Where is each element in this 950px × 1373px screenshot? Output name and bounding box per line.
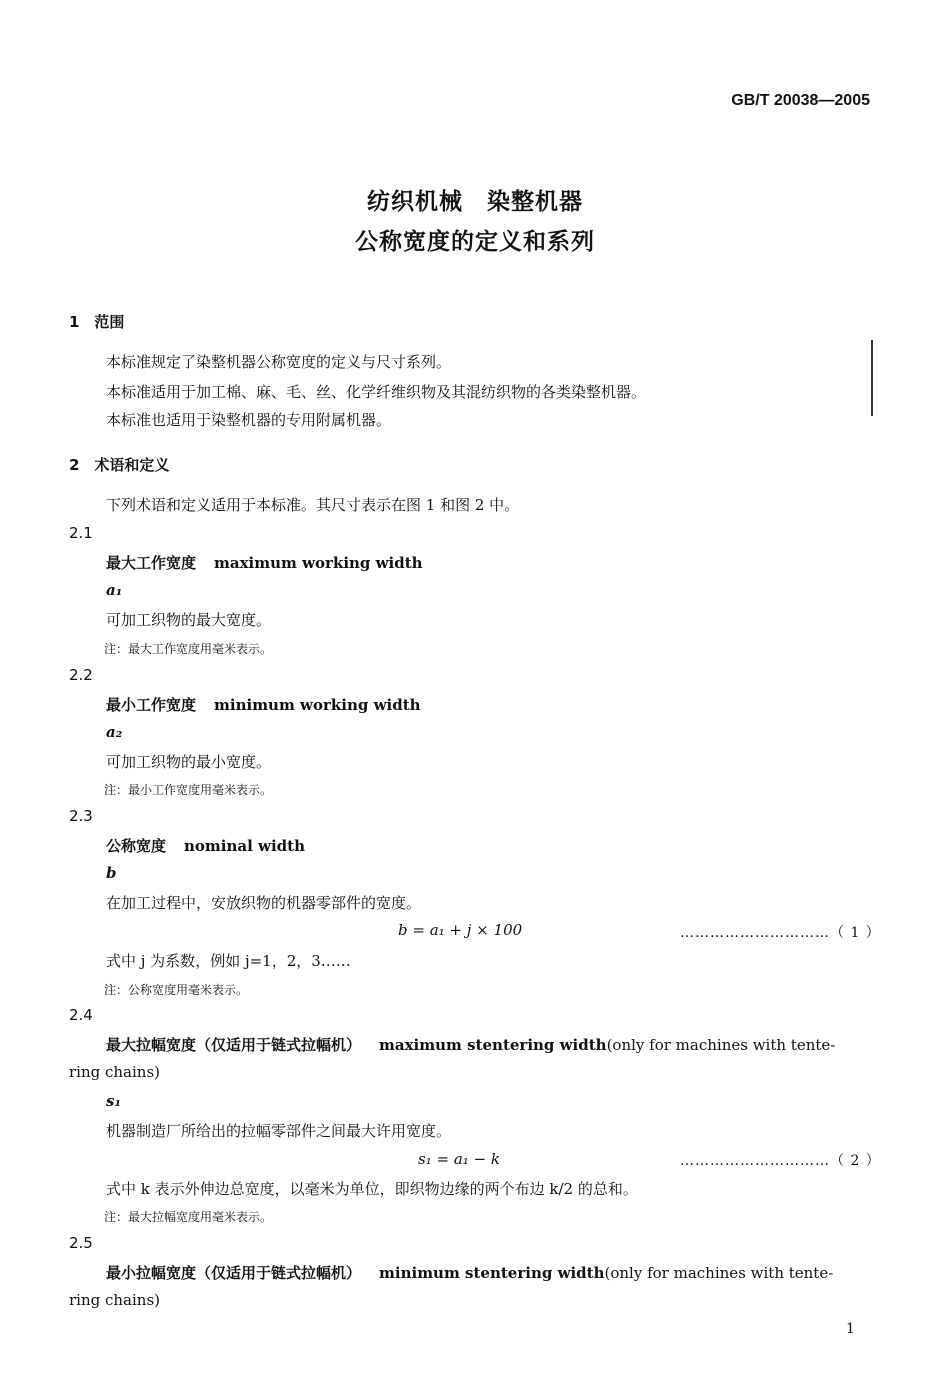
- document-title-line2: 公称宽度的定义和系列: [355, 229, 595, 255]
- section-1-para: 本标准适用于加工棉、麻、毛、丝、化学纤维织物及其混纺织物的各类染整机器。: [106, 383, 647, 401]
- formula-1: b = a₁ + j × 100: [398, 921, 523, 939]
- page-number: 1: [846, 1321, 855, 1337]
- section-1-para: 本标准也适用于染整机器的专用附属机器。: [106, 411, 392, 429]
- term-en: maximum stentering width: [379, 1036, 607, 1054]
- formula-2: s₁ = a₁ − k: [418, 1150, 500, 1168]
- clause-number: 2.3: [69, 807, 93, 825]
- document-title-line1: 纺织机械 染整机器: [367, 189, 583, 215]
- standard-number: GB/T 20038—2005: [731, 92, 870, 109]
- term-cn: 最大拉幅宽度（仅适用于链式拉幅机）: [106, 1036, 362, 1054]
- term-en-qualifier: (only for machines with tente-: [606, 1036, 836, 1054]
- change-bar: [871, 340, 873, 416]
- term-heading-continuation: ring chains): [69, 1063, 161, 1081]
- clause-number: 2.4: [69, 1006, 93, 1024]
- term-en: minimum working width: [214, 696, 421, 714]
- clause-number: 2.1: [69, 524, 93, 542]
- term-definition: 可加工织物的最大宽度。: [106, 611, 272, 629]
- clause-number: 2.2: [69, 666, 93, 684]
- term-heading: [106, 1034, 835, 1055]
- term-definition: 机器制造厂所给出的拉幅零部件之间最大许用宽度。: [106, 1122, 452, 1140]
- section-1-heading: 1 范围: [69, 313, 125, 331]
- term-heading-continuation: ring chains): [69, 1291, 161, 1309]
- term-note: 注：最大拉幅宽度用毫米表示。: [104, 1210, 273, 1224]
- term-en: minimum stentering width: [379, 1264, 605, 1282]
- term-cn: 最大工作宽度: [106, 554, 197, 572]
- clause-number: 2.5: [69, 1234, 93, 1252]
- section-2-heading: 2 术语和定义: [69, 456, 170, 474]
- equation-number-1: …………………………（ 1 ）: [680, 925, 881, 941]
- formula-explanation: 式中 j 为系数，例如 j=1，2，3……: [106, 952, 351, 970]
- term-en-qualifier: (only for machines with tente-: [604, 1264, 834, 1282]
- term-heading: [106, 694, 421, 715]
- section-2-intro: 下列术语和定义适用于本标准。其尺寸表示在图 1 和图 2 中。: [106, 496, 520, 514]
- term-cn: 最小工作宽度: [106, 696, 197, 714]
- term-note: 注：最大工作宽度用毫米表示。: [104, 642, 273, 656]
- term-note: 注：公称宽度用毫米表示。: [104, 983, 249, 997]
- term-definition: 在加工过程中，安放织物的机器零部件的宽度。: [106, 894, 422, 912]
- term-cn: 公称宽度: [106, 837, 167, 855]
- section-1-para: 本标准规定了染整机器公称宽度的定义与尺寸系列。: [106, 353, 452, 371]
- term-symbol: a₂: [106, 723, 123, 741]
- term-symbol: s₁: [106, 1092, 122, 1110]
- term-definition: 可加工织物的最小宽度。: [106, 753, 272, 771]
- term-note: 注：最小工作宽度用毫米表示。: [104, 783, 273, 797]
- term-en: maximum working width: [214, 554, 423, 572]
- term-symbol: a₁: [106, 581, 123, 599]
- term-cn: 最小拉幅宽度（仅适用于链式拉幅机）: [106, 1264, 362, 1282]
- term-en: nominal width: [184, 837, 305, 855]
- term-heading: [106, 1262, 833, 1283]
- term-heading: [106, 552, 423, 573]
- term-symbol: b: [106, 864, 117, 882]
- term-heading: [106, 835, 305, 856]
- equation-number-2: …………………………（ 2 ）: [680, 1153, 881, 1169]
- formula-explanation: 式中 k 表示外伸边总宽度，以毫米为单位，即织物边缘的两个布边 k/2 的总和。: [106, 1180, 638, 1198]
